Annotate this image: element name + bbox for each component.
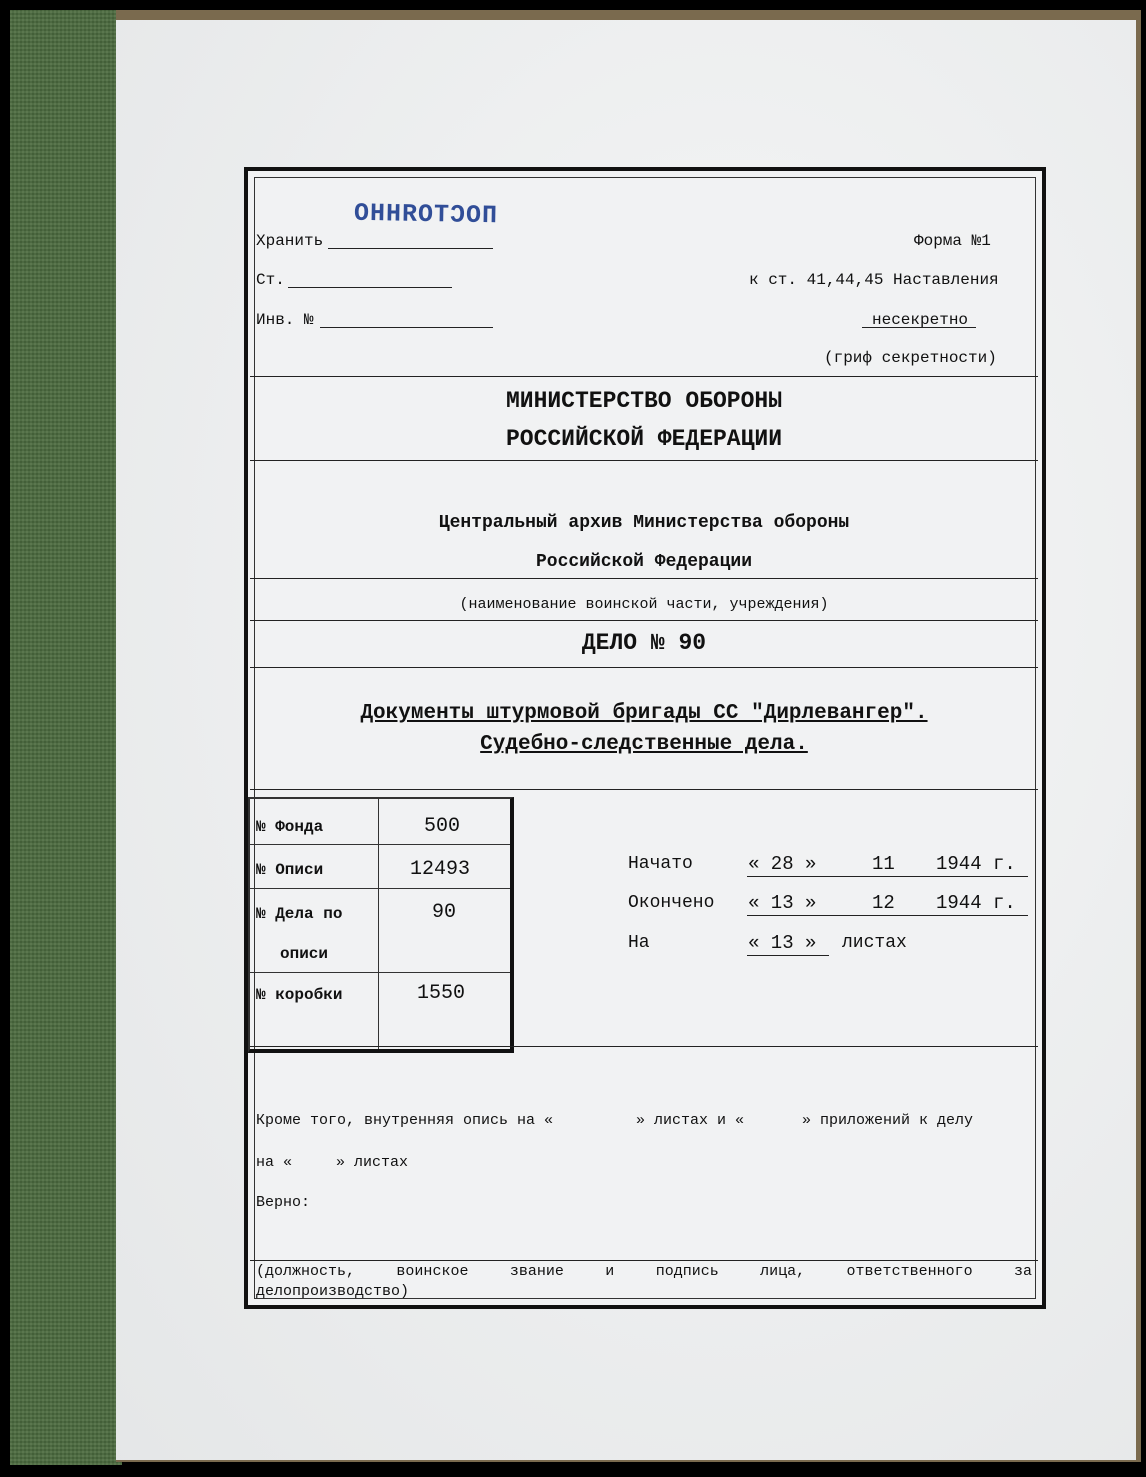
inventory-text-c: » приложений к делу	[802, 1112, 974, 1129]
fond-value: 500	[424, 815, 461, 838]
opis-label: № Описи	[256, 861, 324, 879]
ended-year: 1944 г.	[936, 892, 1016, 914]
form-number: Форма №1	[914, 232, 991, 250]
st-underline	[288, 287, 452, 288]
st-reference: к ст. 41,44,45 Наставления	[749, 271, 999, 289]
secrecy-value: несекретно	[872, 311, 969, 329]
divider-6	[250, 789, 1038, 790]
ended-label: Окончено	[628, 893, 715, 913]
inv-underline	[320, 327, 493, 328]
responsible-caption-2: делопроизводство)	[256, 1283, 410, 1300]
delo-label-2: описи	[280, 945, 329, 963]
ended-underline	[747, 915, 1028, 916]
sheets-label: На	[628, 933, 650, 953]
sheets-unit: листах	[842, 933, 907, 953]
inventory-text-a: Кроме того, внутренняя опись на «	[256, 1112, 554, 1129]
delo-label-1: № Дела по	[256, 905, 343, 923]
ended-month: 12	[872, 892, 895, 914]
archive-caption: (наименование воинской части, учреждения)	[459, 596, 829, 613]
divider-8	[250, 1260, 1038, 1261]
divider-4	[250, 620, 1038, 621]
case-subject-line-1: Документы штурмовой бригады СС "Дирлевангер".	[360, 702, 928, 725]
box-value: 1550	[417, 982, 466, 1005]
cover-binding	[10, 10, 122, 1465]
delo-value: 90	[432, 901, 457, 924]
verified-label: Верно:	[256, 1194, 311, 1211]
divider-2	[250, 460, 1038, 461]
divider-1	[250, 376, 1038, 377]
attachments-text-b: » листах	[336, 1154, 409, 1171]
keep-underline	[328, 248, 493, 249]
ended-day: « 13 »	[748, 892, 817, 914]
started-underline	[747, 876, 1028, 877]
secrecy-caption: (гриф секретности)	[824, 349, 997, 367]
sheets-value: « 13 »	[748, 932, 817, 954]
divider-7	[250, 1046, 1038, 1047]
box-label: № коробки	[256, 986, 343, 1004]
ministry-line-1: МИНИСТЕРСТВО ОБОРОНЫ	[505, 388, 783, 414]
started-label: Начато	[628, 854, 693, 874]
case-subject-line-2: Судебно-следственные дела.	[480, 733, 808, 756]
sheets-underline	[747, 955, 829, 956]
attachments-text-a: на «	[256, 1154, 293, 1171]
opis-value: 12493	[410, 858, 471, 881]
divider-3	[250, 578, 1038, 579]
divider-5	[250, 667, 1038, 668]
archive-line-1: Центральный архив Министерства обороны	[438, 513, 850, 533]
started-year: 1944 г.	[936, 853, 1016, 875]
keep-label: Хранить	[256, 232, 324, 250]
archive-line-2: Российской Федерации	[535, 552, 753, 572]
started-month: 11	[872, 853, 895, 875]
fond-label: № Фонда	[256, 818, 324, 836]
ministry-line-2: РОССИЙСКОЙ ФЕДЕРАЦИИ	[505, 426, 783, 452]
st-label: Ст.	[256, 271, 285, 289]
permanent-stamp: ПОСТОЯННО	[352, 198, 498, 231]
responsible-caption-1: (должность, воинское звание и подпись лица, ответственного за	[256, 1263, 1032, 1280]
inv-label: Инв. №	[256, 311, 314, 329]
started-day: « 28 »	[748, 853, 817, 875]
case-title: ДЕЛО № 90	[581, 630, 707, 656]
inventory-text-b: » листах и «	[636, 1112, 745, 1129]
secrecy-underline	[862, 327, 976, 328]
